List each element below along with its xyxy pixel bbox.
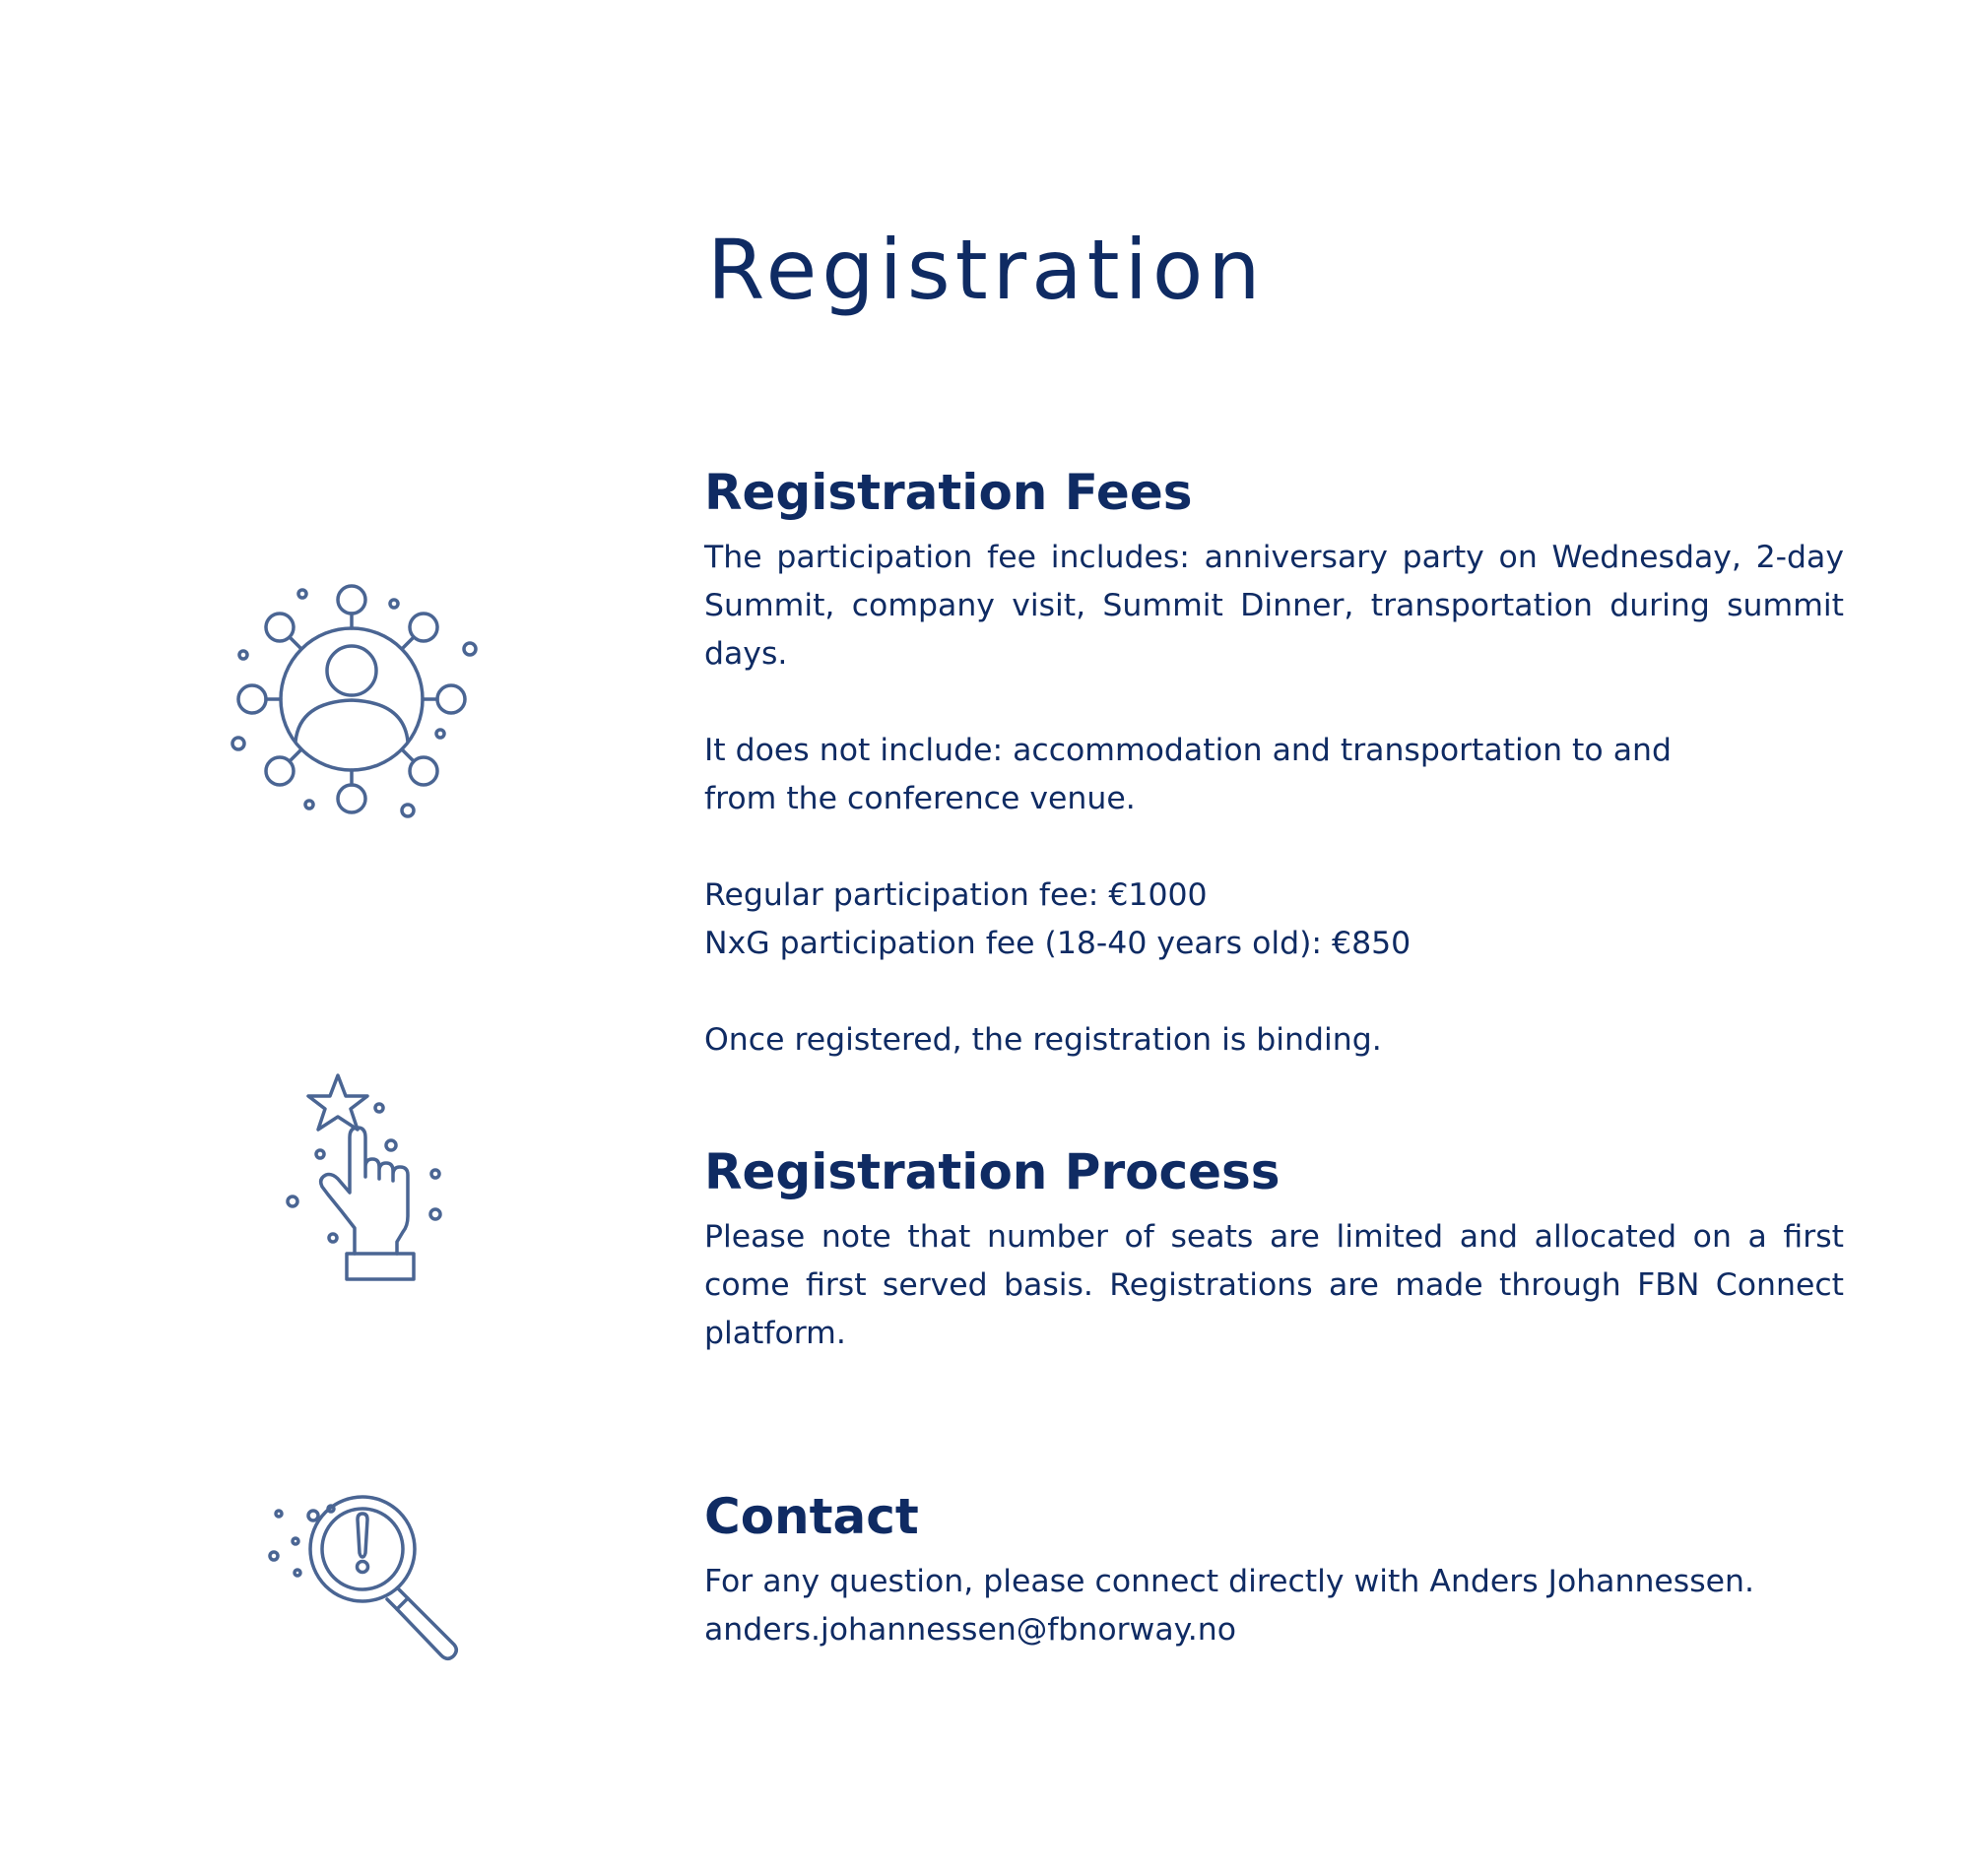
registration-fees-section <box>704 463 1844 1065</box>
nxg-fee-text: NxG participation fee (18-40 years old): €850 <box>704 926 1412 961</box>
contact-heading: Contact <box>704 1488 919 1545</box>
magnifier-alert-icon <box>266 1482 483 1669</box>
registration-process-section <box>704 1142 1844 1358</box>
registration-fees-heading: Registration Fees <box>704 464 1193 521</box>
contact-text: For any question, please connect directly with Anders Johannessen. <box>704 1564 1754 1599</box>
network-user-icon <box>229 576 485 832</box>
page-title: Registration <box>707 222 1266 318</box>
contact-section <box>704 1487 1844 1654</box>
binding-text: Once registered, the registration is binding. <box>704 1022 1382 1058</box>
hand-pointing-star-icon <box>281 1068 458 1285</box>
contact-email[interactable]: anders.johannessen@fbnorway.no <box>704 1612 1237 1648</box>
regular-fee-text: Regular participation fee: €1000 <box>704 877 1208 913</box>
process-text: Please note that number of seats are limited and allocated on a first come first served basis. Registrations are made through FBN Connect platform. <box>704 1219 1844 1351</box>
registration-process-heading: Registration Process <box>704 1143 1280 1200</box>
fees-excludes-line-1: It does not include: accommodation and transportation to and <box>704 733 1672 768</box>
fees-excludes-line-2: from the conference venue. <box>704 781 1136 816</box>
fees-includes-text: The participation fee includes: anniversary party on Wednesday, 2-day Summit, company visit, Summit Dinner, transportation during summit days. <box>704 540 1844 672</box>
